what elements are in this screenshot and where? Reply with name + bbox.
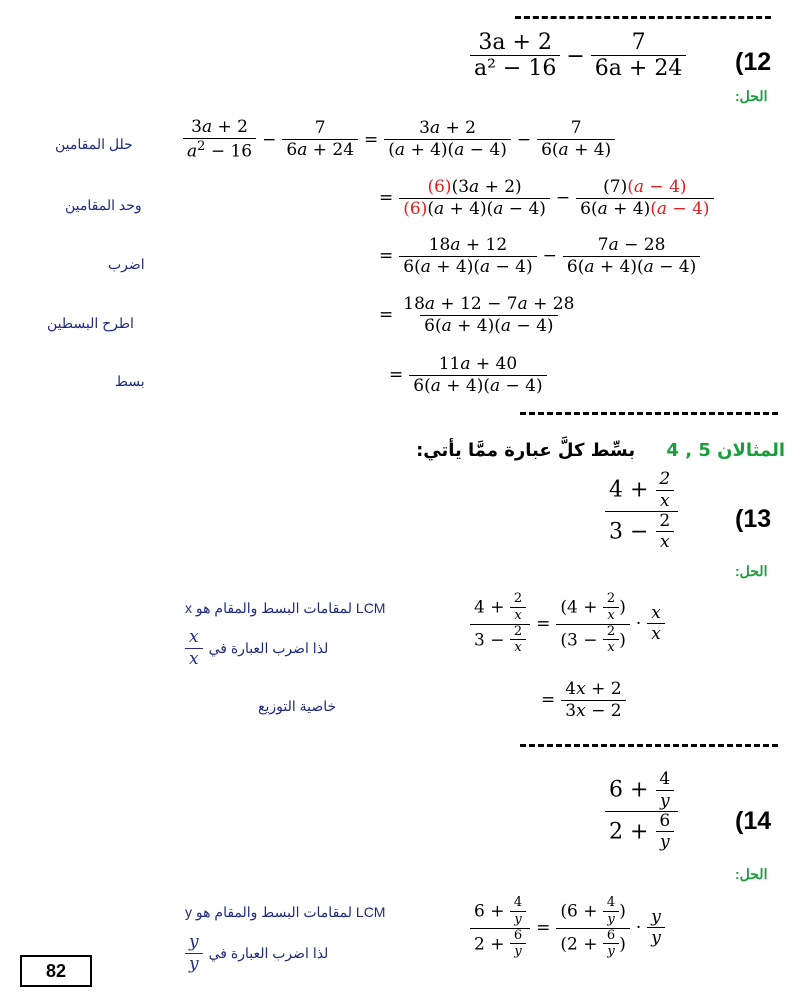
expr-12-n2: 7	[631, 30, 646, 55]
expr-12-op: −	[566, 43, 585, 69]
step-5-equation: = $\frac{11a + 40}{6(a + 4)(a - 4)}$	[383, 355, 547, 396]
step-13-1-equation: 4 + $\frac{2}{x}$ 3 − $\frac{2}{x}$ = (4 + $\frac{2}{x}$ ) (3 − $\frac{2}{x}$ ) · $\frac{x}{x}$	[470, 592, 665, 656]
note-13-distributive: خاصية التوزيع	[258, 698, 337, 714]
problem-14-expression: 6 + $\frac{4}{y}$ 2 + $\frac{6}{y}$	[605, 770, 678, 853]
heading-examples-label: المثالان 5 , 4	[666, 440, 785, 461]
separator-top	[515, 16, 771, 19]
problem-12-number: (12	[735, 48, 772, 76]
step-14-1-equation: 6 + $\frac{4}{y}$ 2 + $\frac{6}{y}$ = (6 + $\frac{4}{y}$ ) (2 + $\frac{6}{y}$ ) · $\frac{y}{y}$	[470, 896, 665, 960]
step-1-equation: $\frac{3a + 2}{a^2 - 16}$ − $\frac{7}{6a + 24}$ = $\frac{3a + 2}{(a + 4)(a - 4)}$ − $\frac{7}{6(a + 4)}$	[183, 118, 615, 162]
step-note-multiply: اضرب	[108, 256, 145, 272]
problem-13-solution-label: الحل:	[735, 563, 768, 579]
step-note-subtract: اطرح البسطين	[47, 315, 134, 331]
problem-12-expression	[470, 30, 686, 83]
note-14-lcm: LCM لمقامات البسط والمقام هو y	[185, 904, 386, 920]
problem-14-number: (14	[735, 807, 772, 835]
step-note-unify: وحد المقامين	[65, 197, 142, 213]
section-heading	[415, 440, 785, 461]
problem-13-expression: 4 + $\frac{2}{x}$ 3 − $\frac{2}{x}$	[605, 470, 678, 553]
step-2-equation: = $\frac{(6)(3a + 2)}{(6)(a + 4)(a - 4)}$ − $\frac{(7)(a - 4)}{6(a + 4)(a - 4)}$	[373, 178, 714, 219]
problem-14-solution-label: الحل:	[735, 866, 768, 882]
step-3-equation: = $\frac{18a + 12}{6(a + 4)(a - 4)}$ − $\frac{7a - 28}{6(a + 4)(a - 4)}$	[373, 236, 700, 277]
expr-12-d2: 6a + 24	[591, 55, 687, 82]
expr-12-d1: a² − 16	[470, 55, 560, 82]
note-13-multiply: لذا اضرب العبارة في $\frac{x}{x}$	[185, 628, 328, 669]
problem-12-solution-label: الحل:	[735, 88, 768, 104]
expr-12-n1: 3a + 2	[478, 30, 552, 55]
step-4-equation: = $\frac{18a + 12 - 7a + 28}{6(a + 4)(a - 4)}$	[379, 294, 575, 336]
step-note-simplify: بسط	[115, 373, 145, 389]
problem-13-number: (13	[735, 505, 772, 533]
note-14-multiply: لذا اضرب العبارة في $\frac{y}{y}$	[185, 933, 328, 974]
note-13-lcm: LCM لمقامات البسط والمقام هو x	[185, 600, 386, 616]
separator-2	[520, 412, 778, 415]
step-13-2-equation: = $\frac{4x + 2}{3x - 2}$	[535, 680, 626, 721]
separator-3	[520, 744, 778, 747]
heading-instruction: بسِّط كلَّ عبارة ممَّا يأتي:	[416, 440, 636, 461]
page-number: 82	[20, 955, 92, 987]
step-note-factor: حلل المقامين	[55, 136, 133, 152]
